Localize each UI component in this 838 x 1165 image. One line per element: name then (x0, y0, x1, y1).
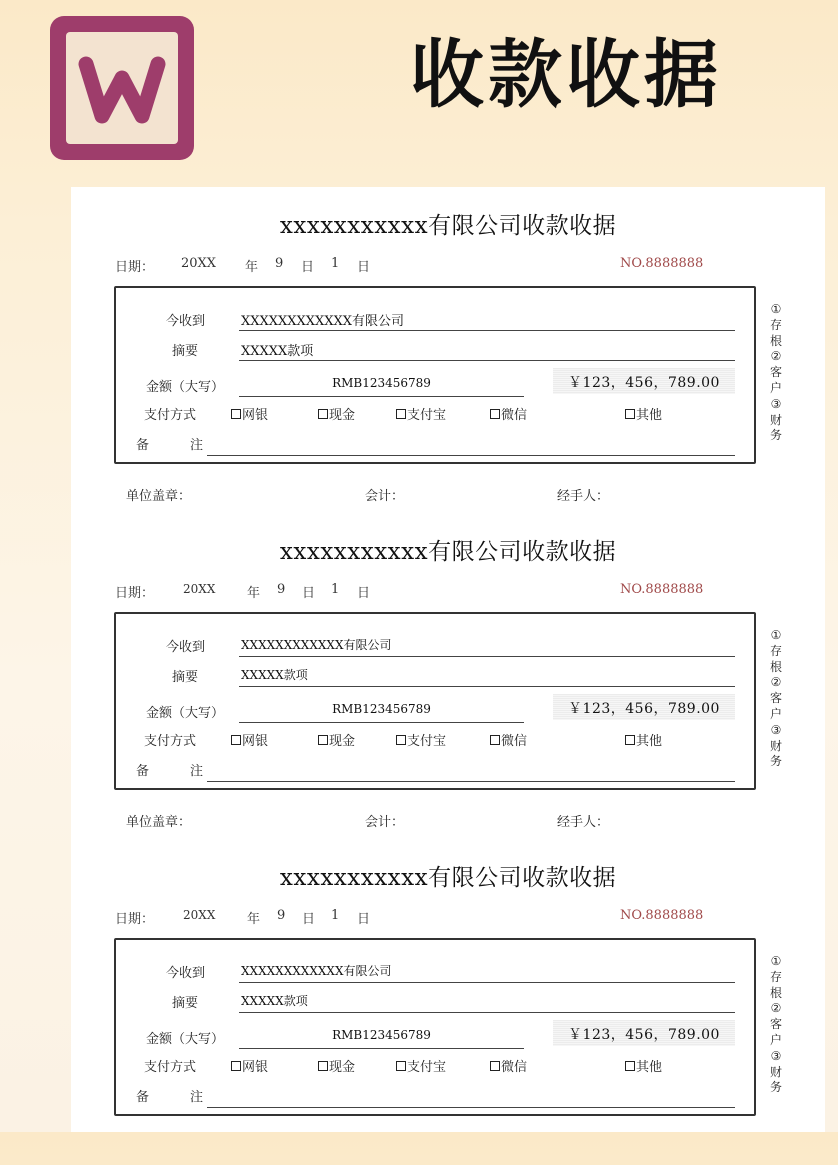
copy-label-column: ① 存 根 ② 客 户 ③ 财 务 (769, 954, 782, 1095)
summary-value[interactable]: XXXXX款项 (241, 994, 308, 1008)
summary-line (239, 1012, 735, 1013)
checkbox-icon[interactable] (231, 1061, 241, 1071)
amount-words-label: 金额（大写） (146, 380, 225, 395)
date-day: 1 (331, 256, 340, 271)
checkbox-icon[interactable] (318, 409, 328, 419)
receipt-body (114, 612, 756, 790)
checkbox-icon[interactable] (396, 735, 406, 745)
serial-number: NO.8888888 (620, 256, 704, 271)
serial-number: NO.8888888 (620, 908, 704, 923)
year-unit: 年 (245, 260, 259, 275)
receipt-title: xxxxxxxxxxx有限公司收款收据 (279, 865, 617, 891)
pay-option-other[interactable]: 其他 (625, 404, 662, 423)
pay-method-label: 支付方式 (144, 408, 197, 423)
serial-number: NO.8888888 (620, 582, 704, 597)
checkbox-icon[interactable] (625, 1061, 635, 1071)
date-month: 9 (277, 908, 286, 923)
received-from-label: 今收到 (166, 314, 206, 329)
remark-label-1: 备 (136, 764, 150, 779)
remark-label-2: 注 (190, 1090, 204, 1105)
checkbox-icon[interactable] (625, 409, 635, 419)
remark-line[interactable] (207, 781, 735, 782)
summary-line (239, 360, 735, 361)
day-unit: 日 (357, 586, 371, 601)
month-unit: 日 (302, 586, 316, 601)
month-unit: 日 (301, 260, 315, 275)
day-unit: 日 (357, 260, 371, 275)
checkbox-icon[interactable] (490, 735, 500, 745)
month-unit: 日 (302, 912, 316, 927)
amount-words-value[interactable]: RMB123456789 (332, 1028, 431, 1042)
checkbox-icon[interactable] (231, 409, 241, 419)
wps-writer-logo (50, 16, 194, 160)
receipt (71, 839, 825, 1165)
pay-option-online-bank[interactable]: 网银 (231, 1056, 268, 1075)
summary-label: 摘要 (172, 344, 199, 359)
checkbox-icon[interactable] (490, 1061, 500, 1071)
received-from-line (239, 656, 735, 657)
day-unit: 日 (357, 912, 371, 927)
date-label: 日期： (115, 260, 155, 275)
received-from-line (239, 982, 735, 983)
checkbox-icon[interactable] (231, 735, 241, 745)
date-day: 1 (331, 908, 340, 923)
checkbox-icon[interactable] (318, 1061, 328, 1071)
pay-option-alipay[interactable]: 支付宝 (396, 404, 446, 423)
pay-option-cash[interactable]: 现金 (318, 1056, 355, 1075)
amount-value[interactable]: ￥123，456，789.00 (568, 701, 720, 717)
summary-label: 摘要 (172, 996, 199, 1011)
date-year: 20XX (181, 256, 217, 271)
date-month: 9 (275, 256, 284, 271)
amount-words-value[interactable]: RMB123456789 (332, 376, 431, 390)
date-month: 9 (277, 582, 286, 597)
checkbox-icon[interactable] (490, 409, 500, 419)
amount-words-line (239, 722, 524, 723)
remark-label-2: 注 (190, 438, 204, 453)
receipt (71, 513, 825, 839)
accountant-label: 会计： (365, 489, 405, 504)
amount-words-label: 金额（大写） (146, 1032, 225, 1047)
handler-label: 经手人： (557, 815, 610, 830)
pay-option-online-bank[interactable]: 网银 (231, 404, 268, 423)
pay-option-wechat[interactable]: 微信 (490, 1056, 527, 1075)
amount-words-value[interactable]: RMB123456789 (332, 702, 431, 716)
document-page (71, 187, 825, 1132)
accountant-label: 会计： (365, 815, 405, 830)
pay-method-label: 支付方式 (144, 734, 197, 749)
receipt-body (114, 938, 756, 1116)
received-from-value[interactable]: XXXXXXXXXXXX有限公司 (241, 638, 392, 652)
receipt-title: xxxxxxxxxxx有限公司收款收据 (279, 539, 617, 565)
pay-option-wechat[interactable]: 微信 (490, 404, 527, 423)
pay-option-other[interactable]: 其他 (625, 730, 662, 749)
received-from-label: 今收到 (166, 640, 206, 655)
amount-words-line (239, 1048, 524, 1049)
amount-value[interactable]: ￥123，456，789.00 (568, 375, 720, 391)
summary-value[interactable]: XXXXX款项 (241, 344, 314, 359)
receipt (71, 187, 825, 513)
receipt-title: xxxxxxxxxxx有限公司收款收据 (279, 213, 617, 239)
summary-line (239, 686, 735, 687)
pay-option-alipay[interactable]: 支付宝 (396, 1056, 446, 1075)
pay-option-online-bank[interactable]: 网银 (231, 730, 268, 749)
remark-line[interactable] (207, 1107, 735, 1108)
date-year: 20XX (183, 908, 216, 922)
stamp-label: 单位盖章： (126, 815, 192, 830)
date-day: 1 (331, 582, 340, 597)
remark-label-1: 备 (136, 438, 150, 453)
amount-words-line (239, 396, 524, 397)
handler-label: 经手人： (557, 489, 610, 504)
received-from-label: 今收到 (166, 966, 206, 981)
date-label: 日期： (115, 586, 155, 601)
pay-option-alipay[interactable]: 支付宝 (396, 730, 446, 749)
amount-words-label: 金额（大写） (146, 706, 225, 721)
date-year: 20XX (183, 582, 216, 596)
receipt-body (114, 286, 756, 464)
checkbox-icon[interactable] (625, 735, 635, 745)
checkbox-icon[interactable] (396, 1061, 406, 1071)
received-from-line (239, 330, 735, 331)
year-unit: 年 (247, 912, 261, 927)
copy-label-column: ① 存 根 ② 客 户 ③ 财 务 (769, 302, 782, 443)
hero-title: 收款收据 (410, 32, 722, 118)
pay-option-other[interactable]: 其他 (625, 1056, 662, 1075)
stamp-label: 单位盖章： (126, 489, 192, 504)
copy-label-column: ① 存 根 ② 客 户 ③ 财 务 (769, 628, 782, 769)
year-unit: 年 (247, 586, 261, 601)
summary-label: 摘要 (172, 670, 199, 685)
pay-method-label: 支付方式 (144, 1060, 197, 1075)
wps-writer-w-icon (50, 16, 194, 160)
remark-label-2: 注 (190, 764, 204, 779)
date-label: 日期： (115, 912, 155, 927)
summary-value[interactable]: XXXXX款项 (241, 668, 308, 682)
pay-option-cash[interactable]: 现金 (318, 404, 355, 423)
remark-label-1: 备 (136, 1090, 150, 1105)
received-from-value[interactable]: XXXXXXXXXXXX有限公司 (241, 314, 405, 329)
pay-option-wechat[interactable]: 微信 (490, 730, 527, 749)
checkbox-icon[interactable] (318, 735, 328, 745)
pay-option-cash[interactable]: 现金 (318, 730, 355, 749)
amount-value[interactable]: ￥123，456，789.00 (568, 1027, 720, 1043)
received-from-value[interactable]: XXXXXXXXXXXX有限公司 (241, 964, 392, 978)
remark-line[interactable] (207, 455, 735, 456)
checkbox-icon[interactable] (396, 409, 406, 419)
